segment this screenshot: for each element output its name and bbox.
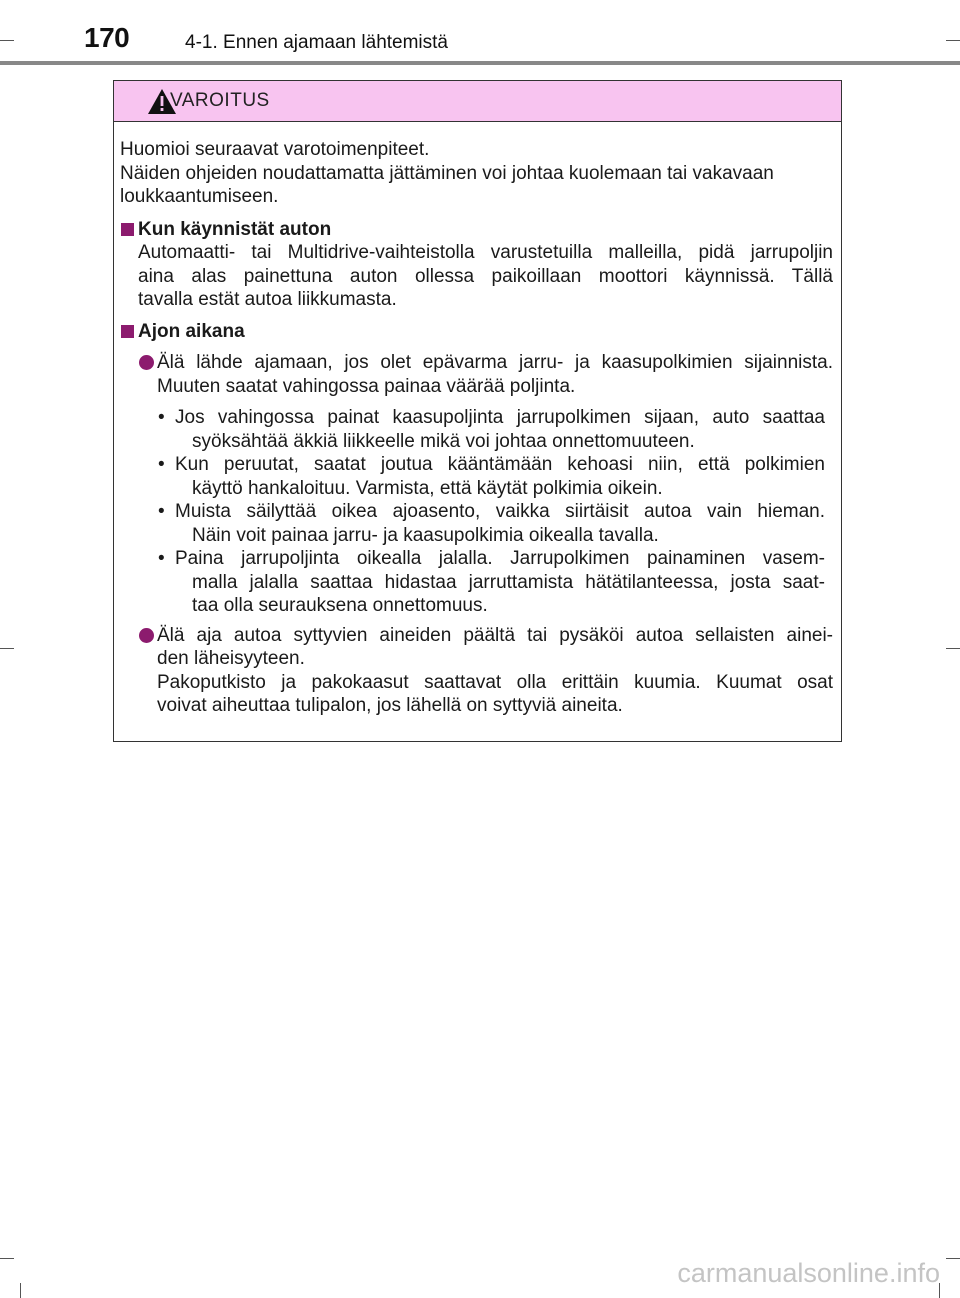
text-line: malla jalalla saattaa hidastaa jarruttamista hätätilanteessa, josta saat- [192,571,825,593]
bullet-mark: • [158,407,165,428]
text-line: Näin voit painaa jarru- ja kaasupolkimia oikealla tavalla. [192,524,659,546]
list-item [120,453,833,500]
text-line: den läheisyyteen. [157,648,305,669]
text-line: Älä lähde ajamaan, jos olet epävarma jarru- ja kaasupolkimien sijainnista. [157,352,833,373]
text-line: Pakoputkisto ja pakokaasut saattavat olla erittäin kuumia. Kuumat osat [157,671,833,693]
square-bullet-icon [121,223,134,236]
crop-mark [946,648,960,649]
warning-header [114,81,841,122]
text-line: taa olla seurauksena onnettomuus. [192,595,488,616]
intro-line: Näiden ohjeiden noudattamatta jättäminen voi johtaa kuolemaan tai vakavaan [120,162,774,184]
circle-item [120,624,833,718]
text-line: voivat aiheuttaa tulipalon, jos lähellä on syttyviä aineita. [157,695,623,716]
text-line: tavalla estät autoa liikkumasta. [138,289,397,310]
warning-box [113,80,842,742]
text-line: Älä aja autoa syttyvien aineiden päältä tai pysäköi autoa sellaisten ainei- [157,624,833,646]
heading-text: Ajon aikana [138,320,245,342]
intro-line: Huomioi seuraavat varotoimenpiteet. [120,139,430,160]
crop-mark [946,40,960,41]
crop-mark [20,1283,21,1298]
list-item [120,500,833,547]
text-line: aina alas painettuna auton ollessa paikoillaan moottori käynnissä. Tällä [138,265,833,287]
heading-starting [120,218,833,242]
header-rule [0,61,960,65]
text-line: syöksähtää äkkiä liikkeelle mikä voi johtaa onnettomuuteen. [192,430,695,452]
bullet-mark: • [158,548,165,569]
text-line: Automaatti- tai Multidrive-vaihteistolla varustetuilla malleilla, pidä jarrupoljin [138,242,833,263]
watermark-text: carmanualsonline.info [677,1258,940,1288]
bullet-mark: • [158,501,165,522]
list-item [120,547,833,618]
warning-body [120,138,833,718]
text-line: Muuten saatat vahingossa painaa väärää poljinta. [157,375,576,397]
page-number: 170 [84,22,130,53]
text-line: Kun peruutat, saatat joutua kääntämään kehoasi niin, että polkimien [175,454,825,475]
text-line: käyttö hankaloituu. Varmista, että käytät polkimia oikein. [192,477,663,499]
bullet-list [120,406,833,618]
crop-mark [946,1258,960,1259]
circle-bullet-icon [139,355,154,370]
section-title: 4-1. Ennen ajamaan lähtemistä [185,32,448,53]
list-item [120,406,833,453]
text-line: Muista säilyttää oikea ajoasento, vaikka siirtäisit autoa vain hieman. [175,501,825,522]
crop-mark [0,40,14,41]
watermark-logo [590,1252,940,1292]
starting-text [120,241,833,312]
warning-label: VAROITUS [170,90,270,111]
circle-item [120,351,833,398]
heading-text: Kun käynnistät auton [138,218,332,240]
text-line: Paina jarrupoljinta oikealla jalalla. Jarrupolkimen painaminen vasem- [175,548,825,569]
circle-bullet-icon [139,628,154,643]
bullet-mark: • [158,454,165,475]
square-bullet-icon [121,325,134,338]
crop-mark [0,1258,14,1259]
text-line: Jos vahingossa painat kaasupoljinta jarrupolkimen sijaan, auto saattaa [175,407,825,428]
heading-driving [120,320,833,344]
crop-mark [0,648,14,649]
intro-line: loukkaantumiseen. [120,186,279,207]
